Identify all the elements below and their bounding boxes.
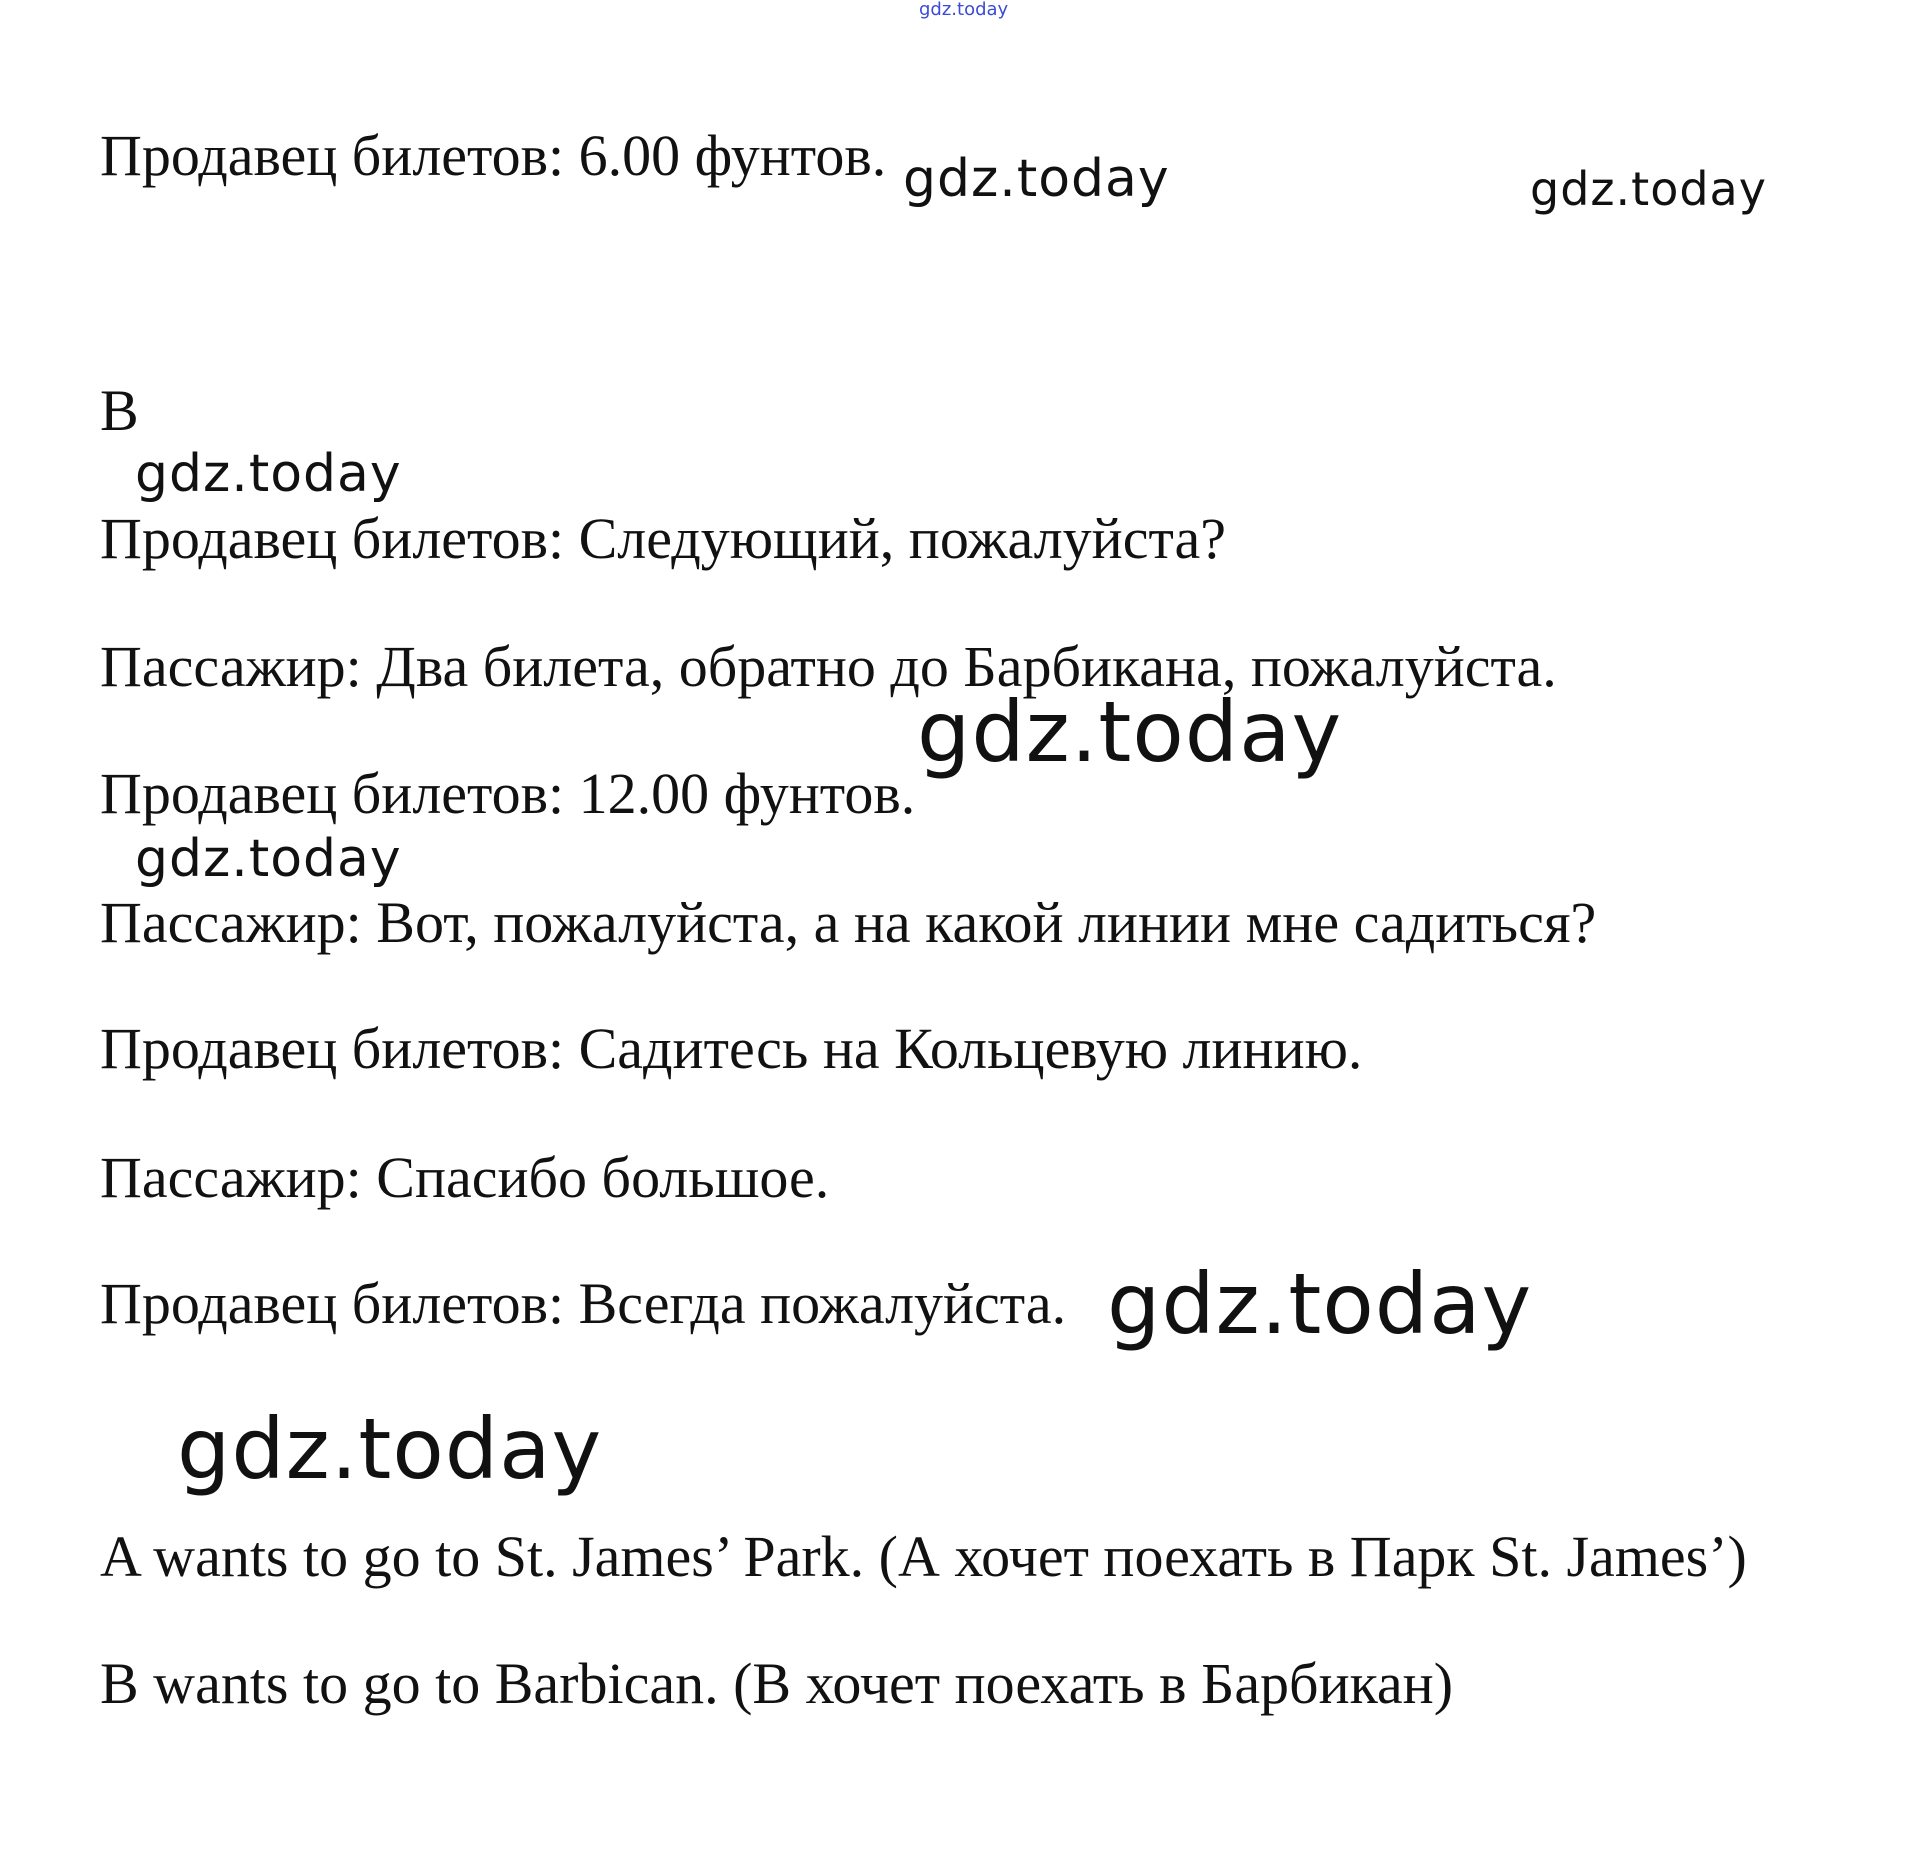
dialogue-line-1: Продавец билетов: 6.00 фунтов. (100, 123, 887, 188)
dialogue-line-8: Продавец билетов: Всегда пожалуйста. (100, 1271, 1067, 1336)
dialogue-line-6: Продавец билетов: Садитесь на Кольцевую линию. (100, 1016, 1363, 1081)
dialogue-line-4: Продавец билетов: 12.00 фунтов. (100, 761, 916, 826)
dialogue-line-3: Пассажир: Два билета, обратно до Барбикана, пожалуйста. (100, 634, 1557, 699)
watermark-top: gdz.today (919, 0, 1009, 20)
watermark-7: gdz.today (177, 1400, 603, 1498)
watermark-2: gdz.today (1530, 162, 1767, 216)
summary-a: A wants to go to St. James’ Park. (А хочет поехать в Парк St. James’) (100, 1524, 1747, 1589)
watermark-5: gdz.today (135, 829, 402, 889)
watermark-3: gdz.today (135, 444, 402, 504)
dialogue-line-7: Пассажир: Спасибо большое. (100, 1145, 830, 1210)
section-label-b: B (100, 378, 139, 443)
summary-b: B wants to go to Barbican. (В хочет поехать в Барбикан) (100, 1651, 1454, 1716)
watermark-6: gdz.today (1107, 1255, 1533, 1353)
dialogue-line-5: Пассажир: Вот, пожалуйста, а на какой линии мне садиться? (100, 890, 1597, 955)
dialogue-line-2: Продавец билетов: Следующий, пожалуйста? (100, 506, 1226, 571)
watermark-4: gdz.today (917, 683, 1343, 781)
watermark-1: gdz.today (903, 149, 1170, 209)
